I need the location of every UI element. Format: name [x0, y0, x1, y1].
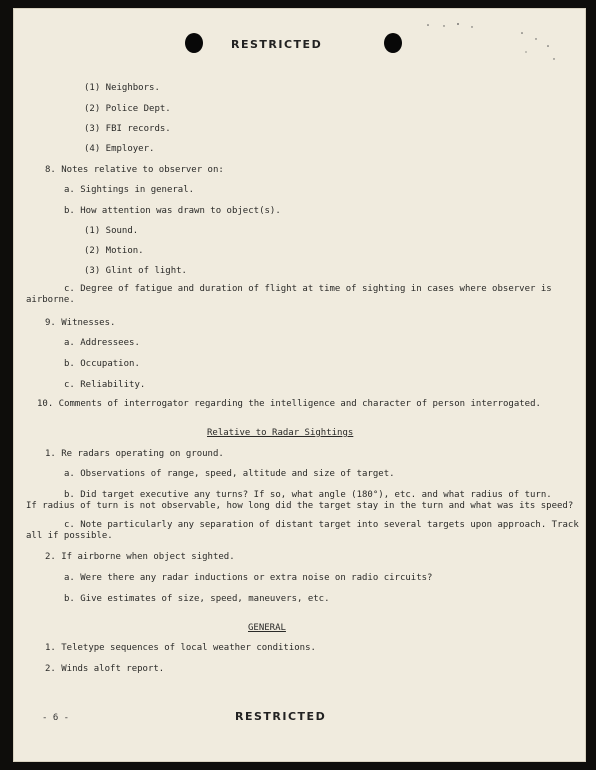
text-line: airborne.	[26, 295, 75, 305]
text-line: 1. Teletype sequences of local weather conditions.	[45, 643, 316, 653]
text-line: (2) Police Dept.	[84, 104, 171, 114]
punch-hole-left	[185, 33, 203, 53]
text-line: (3) Glint of light.	[84, 266, 187, 276]
text-line: 10. Comments of interrogator regarding the intelligence and character of person interrogated.	[37, 399, 541, 409]
text-line: c. Degree of fatigue and duration of flight at time of sighting in cases where observer is	[64, 284, 552, 294]
paper-specks	[414, 19, 574, 79]
text-line: 8. Notes relative to observer on:	[45, 165, 224, 175]
text-line: b. Occupation.	[64, 359, 140, 369]
page-number: - 6 -	[42, 713, 70, 723]
text-line: all if possible.	[26, 531, 113, 541]
text-line: b. Did target executive any turns? If so, what angle (180°), etc. and what radius of turn.	[64, 490, 552, 500]
document-page	[13, 8, 586, 762]
text-line: a. Addressees.	[64, 338, 140, 348]
classification-marking-bottom: RESTRICTED	[235, 710, 327, 723]
text-line: 2. Winds aloft report.	[45, 664, 165, 674]
text-line: a. Were there any radar inductions or extra noise on radio circuits?	[64, 573, 433, 583]
text-line: (2) Motion.	[84, 246, 144, 256]
text-line: c. Reliability.	[64, 380, 146, 390]
text-line: 2. If airborne when object sighted.	[45, 552, 235, 562]
text-line: b. Give estimates of size, speed, maneuvers, etc.	[64, 594, 330, 604]
text-line: (1) Neighbors.	[84, 83, 160, 93]
text-line: a. Observations of range, speed, altitude and size of target.	[64, 469, 395, 479]
text-line: b. How attention was drawn to object(s).	[64, 206, 281, 216]
text-line: If radius of turn is not observable, how long did the target stay in the turn and what was its speed?	[26, 501, 574, 511]
section-heading-radar: Relative to Radar Sightings	[207, 428, 354, 438]
text-line: 9. Witnesses.	[45, 318, 116, 328]
text-line: a. Sightings in general.	[64, 185, 195, 195]
text-line: (4) Employer.	[84, 144, 155, 154]
text-line: (3) FBI records.	[84, 124, 171, 134]
text-line: (1) Sound.	[84, 226, 139, 236]
classification-marking-top: RESTRICTED	[231, 38, 323, 51]
section-heading-general: GENERAL	[248, 623, 286, 633]
text-line: c. Note particularly any separation of distant target into several targets upon approach. Track	[64, 520, 579, 530]
text-line: 1. Re radars operating on ground.	[45, 449, 224, 459]
punch-hole-right	[384, 33, 402, 53]
